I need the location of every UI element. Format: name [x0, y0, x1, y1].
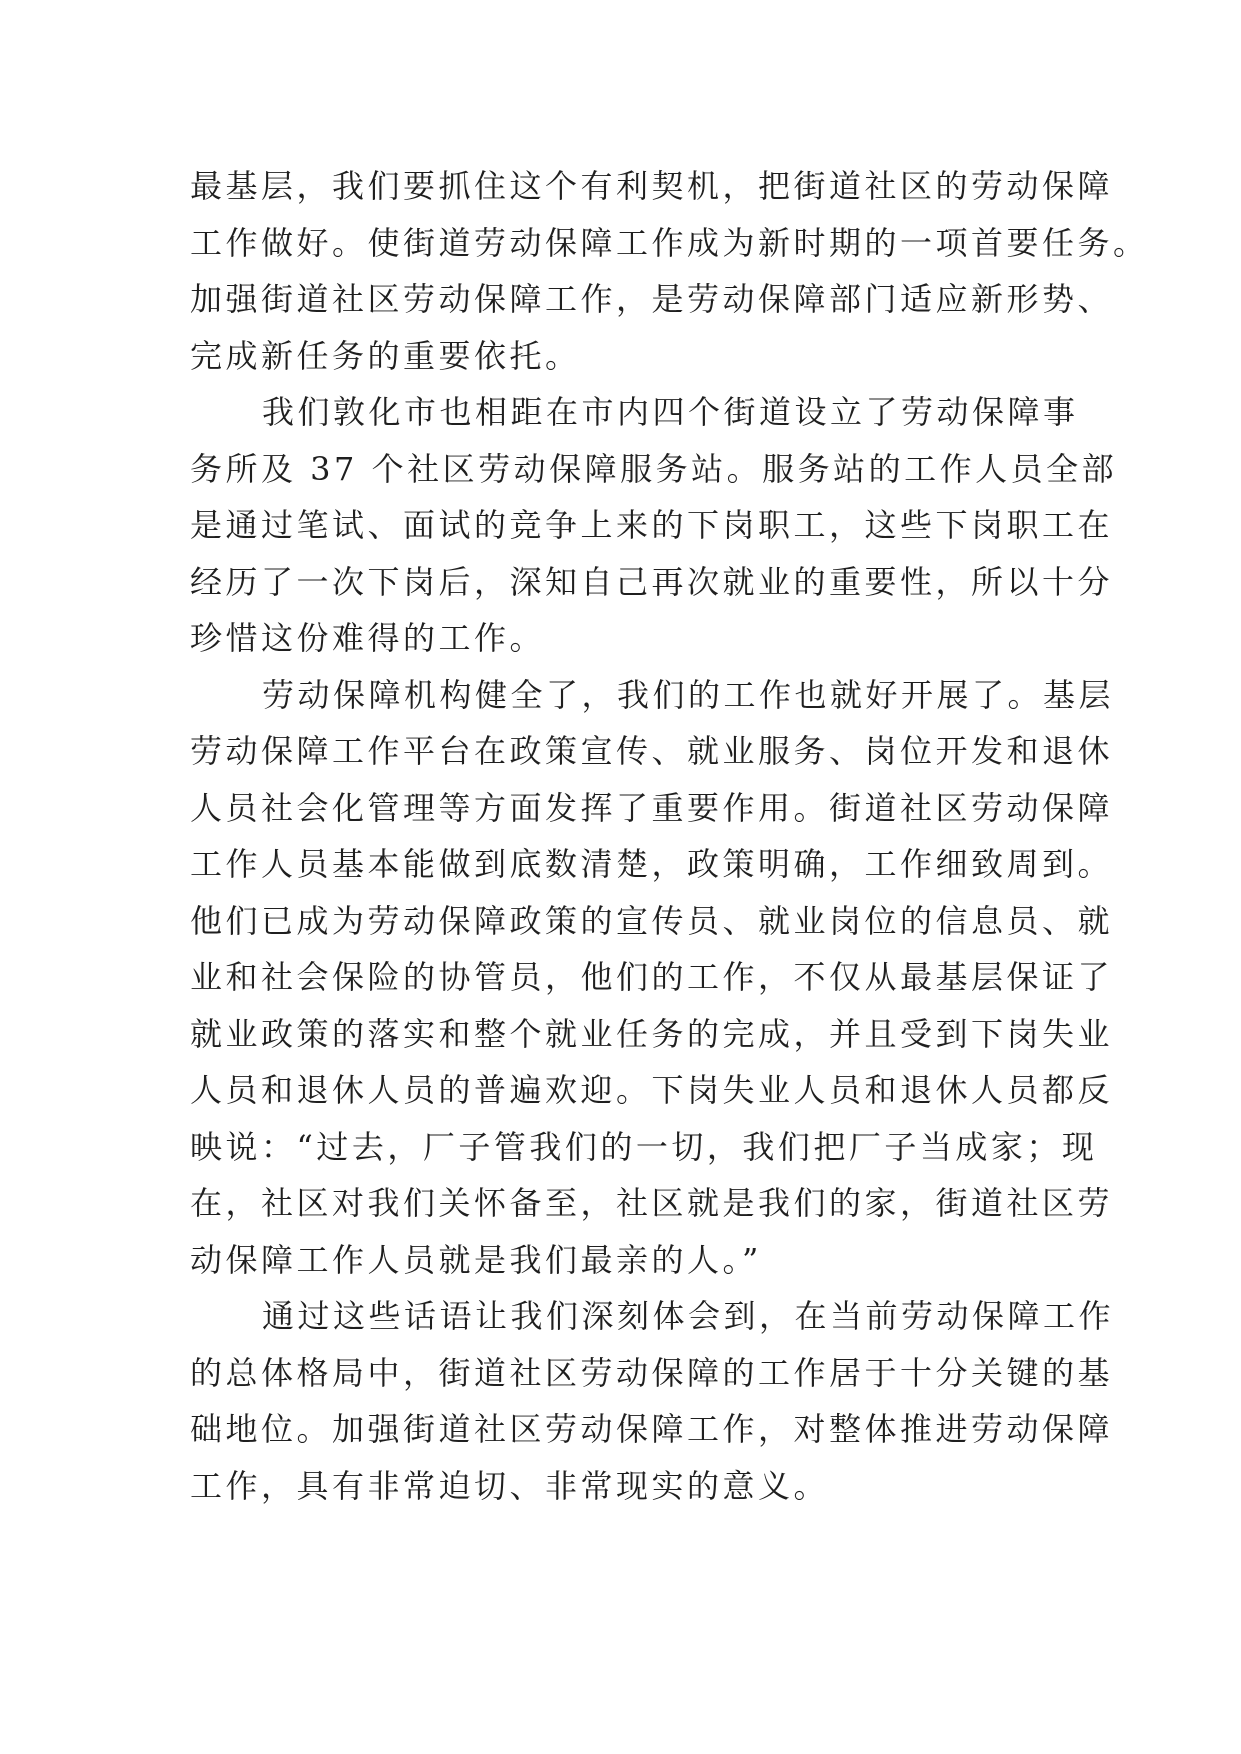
text-line: 经历了一次下岗后，深知自己再次就业的重要性，所以十分 [190, 562, 1114, 601]
paragraph-first-line: 通过这些话语让我们深刻体会到，在当前劳动保障工作 [262, 1297, 1115, 1335]
text-line: 珍惜这份难得的工作。 [190, 619, 546, 657]
text-line: 务所及 37 个社区劳动保障服务站。服务站的工作人员全部 [190, 449, 1118, 488]
text-line: 是通过笔试、面试的竞争上来的下岗职工，这些下岗职工在 [190, 506, 1114, 544]
text-line: 工作，具有非常迫切、非常现实的意义。 [190, 1466, 830, 1505]
text-line: 在，社区对我们关怀备至，社区就是我们的家，街道社区劳 [190, 1184, 1114, 1222]
text-line: 动保障工作人员就是我们最亲的人。” [190, 1240, 762, 1279]
text-line: 就业政策的落实和整个就业任务的完成，并且受到下岗失业 [190, 1014, 1114, 1053]
text-line: 最基层，我们要抓住这个有利契机，把街道社区的劳动保障 [190, 167, 1114, 205]
text-line: 人员和退休人员的普遍欢迎。下岗失业人员和退休人员都反 [190, 1071, 1114, 1109]
text-line: 加强街道社区劳动保障工作，是劳动保障部门适应新形势、 [190, 280, 1114, 318]
text-line: 工作人员基本能做到底数清楚，政策明确，工作细致周到。 [190, 845, 1114, 883]
text-line: 的总体格局中，街道社区劳动保障的工作居于十分关键的基 [190, 1353, 1114, 1392]
text-line: 完成新任务的重要依托。 [190, 336, 581, 375]
text-line: 人员社会化管理等方面发挥了重要作用。街道社区劳动保障 [190, 788, 1114, 827]
text-line: 工作做好。使街道劳动保障工作成为新时期的一项首要任务。 [190, 223, 1149, 262]
body-text [190, 158, 1149, 1514]
text-line: 业和社会保险的协管员，他们的工作，不仅从最基层保证了 [190, 958, 1114, 996]
paragraph-first-line: 劳动保障机构健全了，我们的工作也就好开展了。基层 [262, 675, 1115, 714]
paragraph-first-line: 我们敦化市也相距在市内四个街道设立了劳动保障事 [262, 393, 1079, 431]
text-line: 他们已成为劳动保障政策的宣传员、就业岗位的信息员、就 [190, 901, 1114, 940]
text-line: 映说：“过去，厂子管我们的一切，我们把厂子当成家；现 [190, 1127, 1098, 1166]
text-line: 础地位。加强街道社区劳动保障工作，对整体推进劳动保障 [190, 1410, 1114, 1448]
text-line: 劳动保障工作平台在政策宣传、就业服务、岗位开发和退休 [190, 732, 1114, 770]
